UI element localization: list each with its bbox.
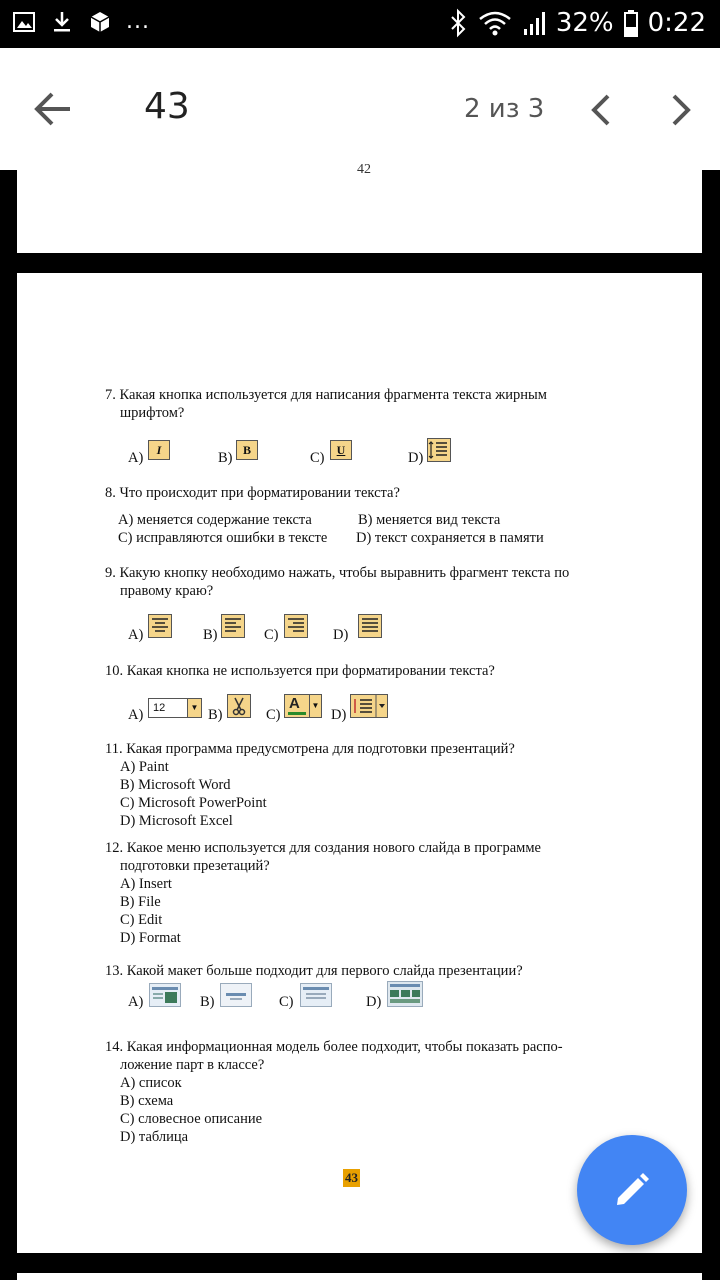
q7-option-c: C) <box>310 450 325 466</box>
q12-option-d: D) Format <box>120 930 181 946</box>
wifi-icon <box>478 9 512 37</box>
app-bar <box>0 48 720 170</box>
next-page-icon[interactable] <box>666 92 694 128</box>
q9-option-a: A) <box>128 627 144 643</box>
q10-option-c: C) <box>266 707 281 723</box>
question-12-text-cont: подготовки презетаций? <box>120 858 270 874</box>
q14-option-b: B) схема <box>120 1093 174 1109</box>
align-right-button-icon <box>284 614 308 638</box>
q13-option-c: C) <box>279 994 294 1010</box>
question-8 <box>105 484 615 502</box>
question-7-text-cont: шрифтом? <box>120 405 185 421</box>
q10-option-a: A) <box>128 707 144 723</box>
question-14 <box>105 1038 615 1146</box>
q13-option-b: B) <box>200 994 215 1010</box>
question-9-text: 9. Какую кнопку необходимо нажать, чтобы выравнить фрагмент текста по <box>105 565 570 581</box>
clock: 0:22 <box>647 8 706 38</box>
question-12 <box>105 839 615 947</box>
battery-icon <box>624 9 638 37</box>
more-notifications: ... <box>126 9 150 34</box>
q7-option-d: D) <box>408 450 424 466</box>
question-11-text: 11. Какая программа предусмотрена для подготовки презентаций? <box>105 741 515 757</box>
align-left-button-icon <box>221 614 245 638</box>
q9-option-c: C) <box>264 627 279 643</box>
cube-icon <box>88 10 112 34</box>
q10-option-b: B) <box>208 707 223 723</box>
q9-option-b: B) <box>203 627 218 643</box>
line-spacing-button-icon <box>427 438 451 462</box>
back-arrow-icon[interactable] <box>32 88 74 130</box>
q14-option-d: D) таблица <box>120 1129 189 1145</box>
q13-option-a: A) <box>128 994 144 1010</box>
underline-button-icon: U <box>330 440 352 460</box>
slide-layout-d-icon <box>387 981 423 1007</box>
q8-option-a: A) меняется содержание текста <box>118 512 312 528</box>
previous-page-number: 42 <box>357 162 371 177</box>
question-13-text: 13. Какой макет больше подходит для первого слайда презентации? <box>105 963 523 979</box>
question-8-text: 8. Что происходит при форматировании текста? <box>105 485 400 501</box>
q11-option-c: C) Microsoft PowerPoint <box>120 795 267 811</box>
battery-percent: 32% <box>555 8 614 38</box>
q10-option-d: D) <box>331 707 347 723</box>
q12-option-a: A) Insert <box>120 876 172 892</box>
q8-option-b: B) меняется вид текста <box>358 512 501 528</box>
q12-option-b: B) File <box>120 894 161 910</box>
question-7-text: 7. Какая кнопка используется для написания фрагмента текста жирным <box>105 387 547 403</box>
question-9-text-cont: правому краю? <box>120 583 214 599</box>
edit-fab-button[interactable] <box>577 1135 687 1245</box>
line-spacing-dropdown-icon <box>350 694 388 718</box>
status-bar <box>0 0 720 48</box>
font-size-box-icon: 12 ▼ <box>148 698 202 718</box>
bold-button-icon: B <box>236 440 258 460</box>
question-7 <box>105 386 615 422</box>
q14-option-a: A) список <box>120 1075 182 1091</box>
q11-option-d: D) Microsoft Excel <box>120 813 233 829</box>
question-11 <box>105 740 615 830</box>
download-icon <box>50 10 74 34</box>
italic-button-icon: I <box>148 440 170 460</box>
scissors-button-icon <box>227 694 251 718</box>
document-title: 43 <box>144 86 190 127</box>
page-indicator: 2 из 3 <box>464 94 545 124</box>
q7-option-b: B) <box>218 450 233 466</box>
next-page-edge <box>17 1273 702 1280</box>
slide-layout-c-icon <box>300 983 332 1007</box>
signal-icon <box>522 9 546 37</box>
question-14-text-cont: ложение парт в классе? <box>120 1057 265 1073</box>
document-page <box>17 273 702 1253</box>
previous-page-icon[interactable] <box>588 92 616 128</box>
question-10-text: 10. Какая кнопка не используется при форматировании текста? <box>105 663 495 679</box>
align-center-button-icon <box>148 614 172 638</box>
image-icon <box>12 10 36 34</box>
font-color-button-icon: A ▼ <box>284 694 322 718</box>
question-14-text: 14. Какая информационная модель более подходит, чтобы показать распо- <box>105 1039 563 1055</box>
bluetooth-icon <box>448 9 468 37</box>
q14-option-c: C) словесное описание <box>120 1111 263 1127</box>
q8-option-d: D) текст сохраняется в памяти <box>356 530 544 546</box>
q13-option-d: D) <box>366 994 382 1010</box>
page-number-badge: 43 <box>345 1170 358 1185</box>
pencil-icon <box>610 1168 654 1212</box>
q11-option-a: A) Paint <box>120 759 169 775</box>
q9-option-d: D) <box>333 627 349 643</box>
q12-option-c: C) Edit <box>120 912 163 928</box>
question-12-text: 12. Какое меню используется для создания нового слайда в программе <box>105 840 541 856</box>
question-9 <box>105 564 615 600</box>
q11-option-b: B) Microsoft Word <box>120 777 231 793</box>
justify-button-icon <box>358 614 382 638</box>
q8-option-c: C) исправляются ошибки в тексте <box>118 530 328 546</box>
slide-layout-b-icon <box>220 983 252 1007</box>
previous-page <box>17 162 702 253</box>
q7-option-a: A) <box>128 450 144 466</box>
question-13 <box>105 962 615 980</box>
slide-layout-a-icon <box>149 983 181 1007</box>
question-10 <box>105 662 615 680</box>
